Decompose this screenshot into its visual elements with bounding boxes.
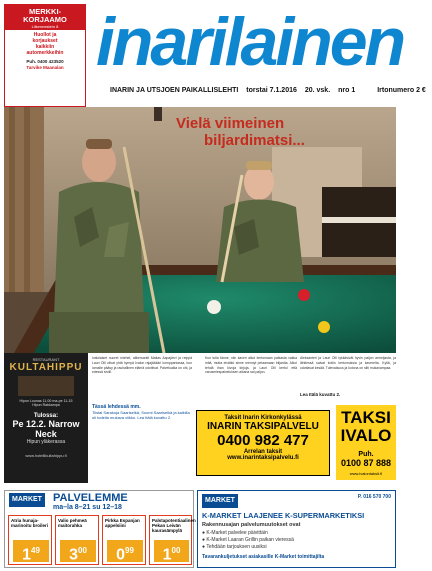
taxi-name: INARIN TAKSIPALVELU <box>207 421 319 432</box>
side-ad-hours: Hipun Lounas 11.00 ma-pe 11-15 <box>19 399 73 403</box>
article-headline <box>176 115 305 149</box>
masthead-logo[interactable]: inarilainen <box>96 4 404 80</box>
deal-4-price: $1^{00}$ <box>154 540 189 562</box>
article-signature: Lea Itälä kuvattu 2. <box>300 392 341 397</box>
merkkikorjaamo-ad[interactable] <box>4 4 86 107</box>
k-market-logo: MARKET <box>9 493 45 507</box>
side-ad-web: www.hotellikultahippu.fi <box>25 453 67 458</box>
deal-4-text: Palstapotentiaalinen Pekan Leivän kaurasämpylä <box>152 518 196 533</box>
taksi-ivalo-phone: 0100 87 888 <box>340 458 392 468</box>
kultahippu-ad[interactable] <box>4 353 88 483</box>
side-ad-tulossa: Tulossa: <box>33 413 59 419</box>
ad-phone: Puh. 0400 423520 <box>26 59 64 64</box>
issue-number: nro 1 <box>338 87 356 94</box>
deal-1-text: Atria hunaja-marinoitu broileri <box>11 518 49 528</box>
ad-title-1: MERKKI- <box>28 7 62 16</box>
market-left-title: PALVELEMME <box>53 492 128 504</box>
deal-3-price: $0^{99}$ <box>107 540 143 562</box>
market-right-footer: Tavarankuljetukset asiakasille K-Market toimittajilta <box>202 554 325 560</box>
side-ad-event: Pe 12.2. Narrow Neck <box>12 419 80 439</box>
ad-title-2: KORJAAMO <box>23 15 67 24</box>
taxi-phone: 0400 982 477 <box>217 432 309 449</box>
deal-4[interactable] <box>149 515 196 565</box>
ad-line-4: Huollot ja <box>33 32 57 38</box>
article-column-2: Kun tulla tänne, niin kaveri alkoi kertomaan paikasta vakka mitä, mutta eivätkö sinne mennyt pelaamaan biljardia. Alkoi tehdä ihan kivoja kirjoja, ja Lauri Olli kertoi että varusmiespalveluksen aikana sai paljon. <box>205 356 297 375</box>
issue-price: Irtonumero 2 € <box>377 87 426 94</box>
deal-3[interactable] <box>102 515 146 565</box>
market-right-bullet-1: ● K-Market palvelee päivittäin <box>202 530 268 536</box>
ad-address: Liikennestein 8 <box>31 24 59 29</box>
side-ad-top: RESTAURANT <box>32 357 60 362</box>
market-right-bullet-2: ● K-Market Laaran Grillin paikan vieressä <box>202 537 294 543</box>
deal-1-price: $1^{49}$ <box>13 540 49 562</box>
taxi-line-1: Taksit Inarin Kirkonkylässä <box>224 415 302 421</box>
headline-line-2: biljardimatsi... <box>204 132 305 149</box>
deal-1[interactable] <box>8 515 52 565</box>
side-ad-image <box>18 376 74 396</box>
info-title: Tässä lehdessä mm. <box>92 404 141 410</box>
deal-3-text: Pirkka Espanjan appelsiini <box>105 518 140 528</box>
newspaper-subtitle: INARIN JA UTSJOEN PAIKALLISLEHTI <box>110 87 239 94</box>
side-ad-note: Hipun yläkerassa <box>26 439 66 445</box>
side-ad-hours-3: Hipun Rakkampa <box>32 403 60 407</box>
deal-2[interactable] <box>55 515 99 565</box>
taxi-tagline: Arrelan taksit <box>243 449 283 455</box>
market-left-hours: ma–la 8–21 su 12–18 <box>53 504 122 511</box>
side-ad-name: KULTAHIPPU <box>9 362 83 373</box>
market-right-headline: K-MARKET LAAJENEE K-SUPERMARKETIKSI <box>202 511 365 520</box>
taksi-ivalo-web: www.ivalontaksit.fi <box>349 471 383 476</box>
inarin-taksipalvelu-ad[interactable] <box>196 410 330 476</box>
ad-line-7: automerkkeihin <box>26 50 64 56</box>
volume: 20. vsk. <box>304 87 331 94</box>
masthead-subline <box>110 87 426 94</box>
article-column-1: Ivalolaiset nuoret miehet, alikersantit Matias Aapajärvi ja reippä Lauri Olli olivat yhtä hymyä Ivalon rajajääkäri komppaniassa, kun lomalle pääsy ja rauhallinen elämä odottivat. Palveluaika on ohi, ja edessä siviili. <box>92 356 192 375</box>
headline-line-1: Vielä viimeinen <box>176 115 285 132</box>
market-right-subtitle: Rakennusajan palvelumuutokset ovat <box>202 522 301 528</box>
market-right-bullet-3: ● Tehdään tarjouksen uusiksi <box>202 544 267 550</box>
info-body: Tiistai Sarakoja Saariselkä, Suomi Saariselkä ja kaikilla oli todella mukava viikko. Lea Itälä kuvattu 2. <box>92 410 190 420</box>
ad-brand: Tarvike Maanalan <box>26 65 64 70</box>
issue-date: torstai 7.1.2016 <box>246 87 297 94</box>
ad-line-5: korjaukset <box>32 38 58 44</box>
taksi-ivalo-ad[interactable] <box>336 405 396 480</box>
k-market-laajenee-ad[interactable] <box>197 490 396 568</box>
article-column-3: Aleksanteri ja Lauri Olli tykkäsivät hyvin paljon armeijasta, ja lähtiessä saivat kotiin kertomuksia ja kavereita. Kyllä, ja odottavat kesää. Tulevaisuus ja kotona on silti mukavampaa. <box>300 356 396 370</box>
deal-2-price: $3^{00}$ <box>60 540 96 562</box>
taxi-web: www.inarintaksipalvelu.fi <box>227 455 299 461</box>
taksi-ivalo-label: Puh. <box>358 451 374 458</box>
deal-2-text: Valio pehmeä maitorahka <box>58 518 87 528</box>
market-right-phone: P. 016 570 700 <box>357 494 391 500</box>
taksi-ivalo-title-1: TAKSI <box>341 408 391 427</box>
ad-line-6: kaikkiin <box>35 44 55 50</box>
taksi-ivalo-title-2: IVALO <box>340 426 392 445</box>
k-market-palvelemme-ad[interactable] <box>4 490 194 568</box>
k-market-logo-right: MARKET <box>202 494 238 508</box>
info-box <box>92 405 190 439</box>
